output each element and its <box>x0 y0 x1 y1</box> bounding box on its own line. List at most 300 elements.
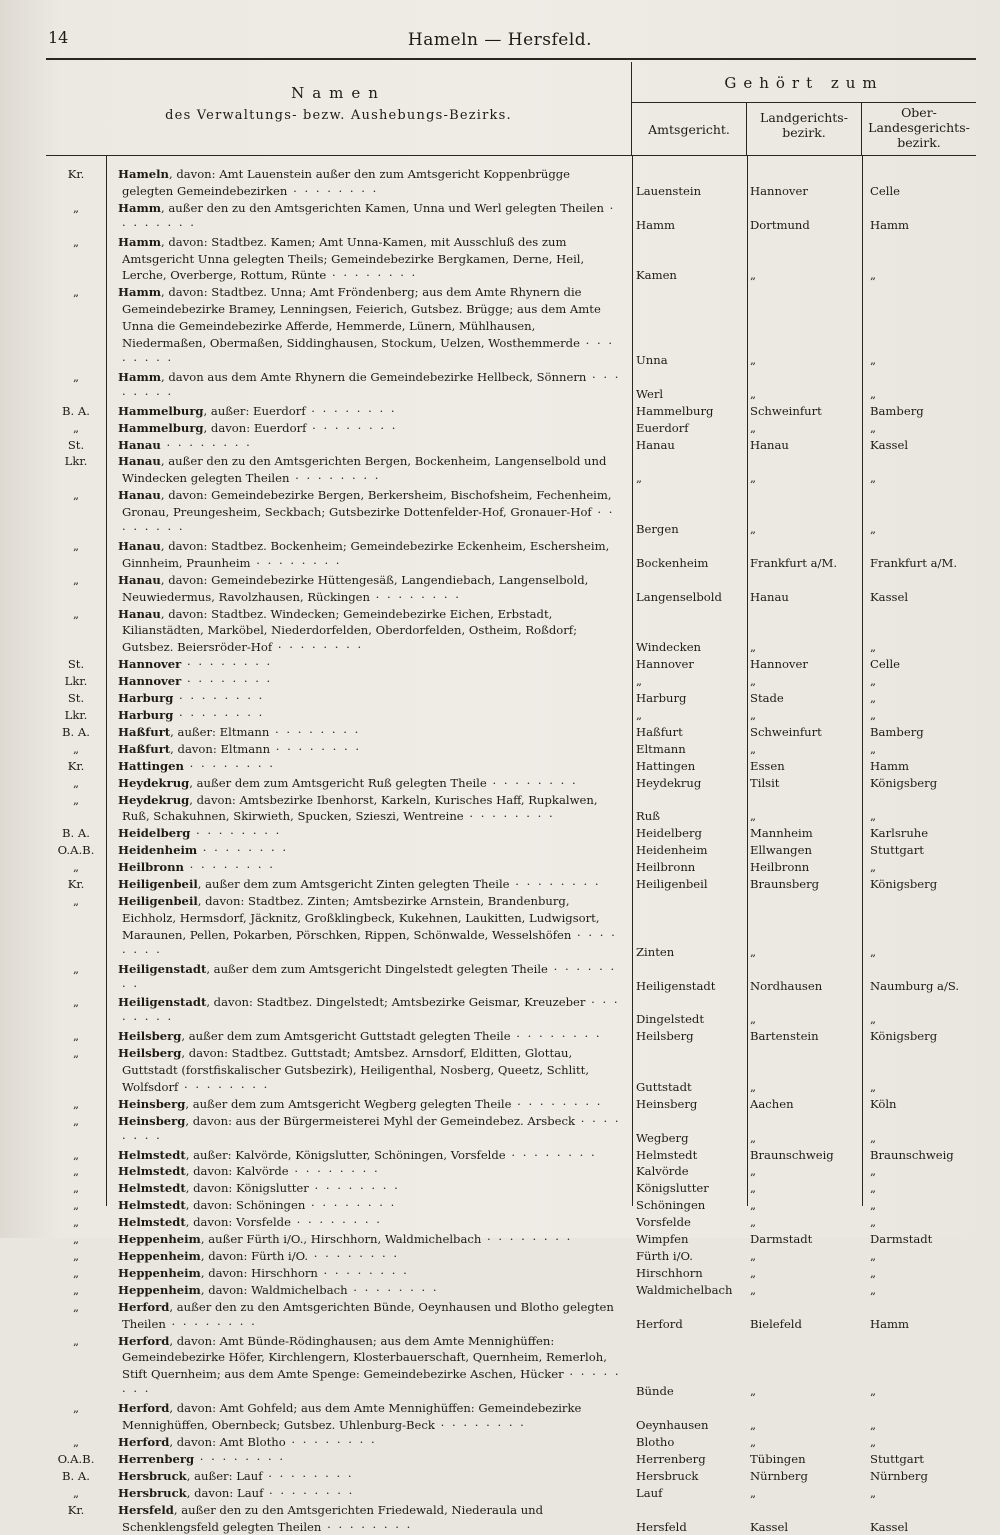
oberlandesgericht-cell: „ <box>870 1384 877 1399</box>
table-row <box>0 200 1000 234</box>
district-name: Hannover <box>118 657 182 672</box>
district-description: , davon: Stadtbez. Windecken; Gemeindebezirke Eichen, Erbstadt, Kilianstädten, Marköbel, Niederdorfelden, Oberdorfelden, Ostheim, Roßdorf; Gutsbez. Beiersröder-Hof <box>122 606 577 655</box>
district-type: „ <box>72 200 79 215</box>
amtsgericht-cell: Herrenberg <box>636 1451 706 1466</box>
district-description: , davon: Stadtbez. Unna; Amt Fröndenberg; aus dem Amte Rhynern die Gemeindebezirke Bramey, Lenningsen, Feierich, Gutsbez. Brügge; aus dem Amte Unna die Gemeindebezirke Afferde, Hemmerde, Lünern, Mühlhausen, Niedermaßen, Obermaßen, Siddinghausen, Stockum, Uelzen, Wosthemmerde <box>122 285 601 351</box>
district-description: , davon: Gemeindebezirke Bergen, Berkersheim, Bischofsheim, Fechenheim, Gronau, Preungesheim, Seckbach; Gutsbezirke Dottenfelder-Hof, Gronauer-Hof <box>122 488 612 520</box>
oberlandesgericht-cell: Naumburg a/S. <box>870 978 960 993</box>
district-name: Helmstedt <box>118 1164 186 1179</box>
district-type: St. <box>67 691 85 706</box>
landgericht-cell: „ <box>750 1265 757 1280</box>
landgericht-cell: Braunsberg <box>750 877 820 892</box>
landgericht-cell: Bielefeld <box>750 1316 802 1331</box>
table-row <box>0 673 1000 690</box>
oberlandesgericht-cell: Kassel <box>870 589 909 604</box>
col-header-oberlandesgericht: Ober-Landesgerichts-bezirk. <box>868 105 970 150</box>
oberlandesgericht-cell: Karlsruhe <box>870 826 929 841</box>
oberlandesgericht-cell: „ <box>870 1198 877 1213</box>
district-type: „ <box>72 1198 79 1213</box>
district-type: St. <box>67 657 85 672</box>
table-row <box>0 487 1000 538</box>
leader-dots: · · · · · · · · <box>197 843 289 858</box>
amtsgericht-cell: Heiligenbeil <box>636 877 708 892</box>
leader-dots: · · · · · · · · <box>178 1079 270 1094</box>
leader-dots: · · · · · · · · <box>486 775 578 790</box>
leader-dots: · · · · · · · · <box>505 1147 597 1162</box>
table-row <box>0 572 1000 606</box>
leader-dots: · · · · · · · · <box>317 1265 409 1280</box>
table-row <box>0 234 1000 285</box>
table-row <box>0 792 1000 826</box>
amtsgericht-cell: Hersbruck <box>636 1468 699 1483</box>
oberlandesgericht-cell: „ <box>870 471 877 486</box>
district-description: , davon: Stadtbez. Dingelstedt; Amtsbezirke Geismar, Kreuzeber <box>206 995 586 1010</box>
table-row <box>0 606 1000 657</box>
amtsgericht-cell: Kamen <box>636 268 677 283</box>
court-cells <box>0 842 1000 859</box>
leader-dots: · · · · · · · · <box>509 877 601 892</box>
district-type: „ <box>72 606 79 621</box>
district-description: , außer den zu den Amtsgerichten Friedewald, Niederaula und Schenklengsfeld gelegten Theilen <box>122 1502 544 1534</box>
district-type: Kr. <box>67 167 85 181</box>
district-name: Hanau <box>118 606 161 621</box>
table-row <box>0 656 1000 673</box>
court-cells <box>0 808 1000 825</box>
amtsgericht-cell: Hirschhorn <box>636 1265 703 1280</box>
district-type: „ <box>72 1485 79 1500</box>
amtsgericht-cell: Ruß <box>636 809 660 824</box>
leader-dots: · · · · · · · · <box>122 1113 621 1145</box>
district-description: , davon: Amt Blotho <box>169 1434 286 1449</box>
table-row <box>0 1180 1000 1197</box>
table-row <box>0 842 1000 859</box>
district-type: „ <box>72 1164 79 1179</box>
table-row <box>0 741 1000 758</box>
amtsgericht-cell: Wegberg <box>636 1130 689 1145</box>
oberlandesgericht-cell: „ <box>870 1079 877 1094</box>
court-cells <box>0 1147 1000 1164</box>
district-name: Herford <box>118 1333 170 1348</box>
district-type: „ <box>72 1333 79 1348</box>
leader-dots: · · · · · · · · <box>305 1198 397 1213</box>
district-type: „ <box>72 1046 79 1061</box>
district-name: Heydekrug <box>118 775 190 790</box>
table-row <box>0 369 1000 403</box>
court-cells <box>0 859 1000 876</box>
leader-dots: · · · · · · · · <box>369 589 461 604</box>
court-cells <box>0 521 1000 538</box>
landgericht-cell: Nürnberg <box>750 1468 808 1483</box>
amtsgericht-cell: Heilsberg <box>636 1029 694 1044</box>
table-row <box>0 1468 1000 1485</box>
district-name: Hannover <box>118 674 182 689</box>
district-type: „ <box>72 538 79 553</box>
amtsgericht-cell: Guttstadt <box>636 1079 692 1094</box>
leader-dots: · · · · · · · · <box>181 657 273 672</box>
district-name: Hersbruck <box>118 1485 187 1500</box>
landgericht-cell: „ <box>750 1384 757 1399</box>
district-name: Heppenheim <box>118 1249 201 1263</box>
district-name: Heppenheim <box>118 1265 201 1280</box>
oberlandesgericht-cell: „ <box>870 944 877 959</box>
col-header-amtsgericht: Amtsgericht. <box>632 102 747 155</box>
leader-dots: · · · · · · · · <box>190 826 282 841</box>
leader-dots: · · · · · · · · <box>326 268 418 283</box>
amtsgericht-cell: Langenselbold <box>636 589 722 604</box>
district-description: , außer Fürth i/O., Hirschhorn, Waldmichelbach <box>200 1232 482 1247</box>
table-row <box>0 1248 1000 1265</box>
oberlandesgericht-cell: Celle <box>870 657 901 672</box>
district-description: , davon: Hirschhorn <box>200 1265 318 1280</box>
court-cells <box>0 183 1000 200</box>
court-cells <box>0 386 1000 403</box>
district-type: „ <box>72 1113 79 1128</box>
oberlandesgericht-cell: Celle <box>870 183 901 198</box>
court-cells <box>0 1265 1000 1282</box>
landgericht-cell: „ <box>750 1418 757 1433</box>
court-cells <box>0 470 1000 487</box>
district-description: , außer dem zum Amtsgericht Zinten gelegten Theile <box>197 877 510 892</box>
table-row <box>0 1265 1000 1282</box>
district-name: Heiligenbeil <box>118 877 198 892</box>
table-row <box>0 1197 1000 1214</box>
landgericht-cell: Aachen <box>750 1096 794 1111</box>
district-type: O.A.B. <box>57 1451 95 1466</box>
district-type: „ <box>72 1029 79 1044</box>
district-description: , außer: Kalvörde, Königslutter, Schöningen, Vorsfelde <box>185 1147 506 1162</box>
district-name: Hersfeld <box>118 1502 174 1517</box>
oberlandesgericht-cell: „ <box>870 860 877 875</box>
table-row <box>0 437 1000 454</box>
district-name: Heidelberg <box>118 826 191 841</box>
landgericht-cell: „ <box>750 1434 757 1449</box>
district-name: Heiligenstadt <box>118 995 207 1010</box>
district-description: , außer den zu den Amtsgerichten Bünde, Oeynhausen und Blotho gelegten Theilen <box>122 1299 614 1331</box>
leader-dots: · · · · · · · · <box>122 369 621 401</box>
district-description: , davon: Gemeindebezirke Hüttengesäß, Langendiebach, Langenselbold, Neuwiedermus, Ravolzhausen, Rückingen <box>122 572 589 604</box>
amtsgericht-cell: Hamm <box>636 217 676 232</box>
table-row <box>0 538 1000 572</box>
leader-dots: · · · · · · · · <box>288 1164 380 1179</box>
running-head: Hameln — Hersfeld. <box>407 30 593 50</box>
leader-dots: · · · · · · · · <box>308 1249 400 1263</box>
amtsgericht-cell: Bergen <box>636 522 679 537</box>
leader-dots: · · · · · · · · <box>122 995 620 1027</box>
landgericht-cell: „ <box>750 268 757 283</box>
leader-dots: · · · · · · · · <box>122 505 615 537</box>
district-name: Harburg <box>118 708 174 722</box>
district-name: Heiligenbeil <box>118 893 198 908</box>
landgericht-cell: „ <box>750 640 757 655</box>
district-name: Hamm <box>118 234 162 249</box>
amtsgericht-cell: Herford <box>636 1316 683 1331</box>
oberlandesgericht-cell: Nürnberg <box>870 1468 928 1483</box>
oberlandesgericht-cell: Bamberg <box>870 724 924 739</box>
district-description: , davon: Stadtbez. Kamen; Amt Unna-Kamen, mit Ausschluß des zum Amtsgericht Unna gelegten Theils; Gemeindebezirke Bergkamen, Derne, Heil, Lerche, Overberge, Rottum, Rünte <box>122 234 585 283</box>
table-row <box>0 1299 1000 1333</box>
group-title: Gehört zum <box>724 74 884 92</box>
table-row <box>0 420 1000 437</box>
district-name: Helmstedt <box>118 1215 186 1230</box>
oberlandesgericht-cell: Königsberg <box>870 1029 938 1044</box>
table-row <box>0 893 1000 961</box>
oberlandesgericht-cell: Hamm <box>870 217 910 232</box>
district-description: , außer: Euerdorf <box>203 403 306 418</box>
district-description: , davon: Stadtbez. Zinten; Amtsbezirke Arnstein, Brandenburg, Eichholz, Hermsdorf, Jäcknitz, Großklingbeck, Kukehnen, Laukitten, Ludwigsort, Maraunen, Pellen, Pokarben, Pörschken, Rippen, Schönwalde, Wesselshöfen <box>122 893 600 942</box>
district-description: , davon: Eltmann <box>170 741 271 756</box>
court-cells <box>0 775 1000 792</box>
district-type: „ <box>72 572 79 587</box>
oberlandesgericht-cell: „ <box>870 1164 877 1179</box>
court-cells <box>0 741 1000 758</box>
amtsgericht-cell: Harburg <box>636 691 687 706</box>
leader-dots: · · · · · · · · <box>347 1282 439 1297</box>
header-rule <box>46 58 976 60</box>
names-subtitle: des Verwaltungs- bezw. Aushebungs-Bezirks. <box>165 108 512 123</box>
district-description: , außer dem zum Amtsgericht Wegberg gelegten Theile <box>185 1096 512 1111</box>
district-name: Heilsberg <box>118 1029 182 1044</box>
district-type: O.A.B. <box>57 843 95 858</box>
district-type: B. A. <box>62 403 90 418</box>
amtsgericht-cell: Lauf <box>636 1485 663 1500</box>
district-name: Hamm <box>118 285 162 300</box>
landgericht-cell: „ <box>750 1130 757 1145</box>
landgericht-cell: Frankfurt a/M. <box>750 555 838 570</box>
oberlandesgericht-cell: „ <box>870 268 877 283</box>
landgericht-cell: „ <box>750 420 757 435</box>
amtsgericht-cell: Königslutter <box>636 1181 709 1196</box>
oberlandesgericht-cell: „ <box>870 1215 877 1230</box>
header-names-column <box>46 62 632 156</box>
district-name: Hammelburg <box>118 403 204 418</box>
oberlandesgericht-cell: „ <box>870 1012 877 1027</box>
district-type: „ <box>72 234 79 249</box>
oberlandesgericht-cell: Königsberg <box>870 877 938 892</box>
table-row <box>0 1113 1000 1147</box>
district-type: B. A. <box>62 724 90 739</box>
court-cells <box>0 1079 1000 1096</box>
oberlandesgericht-cell: „ <box>870 420 877 435</box>
court-cells <box>0 1214 1000 1231</box>
table-row <box>0 825 1000 842</box>
district-name: Heilsberg <box>118 1046 182 1061</box>
oberlandesgericht-cell: „ <box>870 1434 877 1449</box>
table-row <box>0 758 1000 775</box>
district-description: , außer dem zum Amtsgericht Guttstadt gelegten Theile <box>181 1029 511 1044</box>
table-row <box>0 1333 1000 1401</box>
leader-dots: · · · · · · · · <box>122 1367 621 1399</box>
court-cells <box>0 420 1000 437</box>
district-name: Hamm <box>118 369 162 384</box>
landgericht-cell: „ <box>750 522 757 537</box>
landgericht-cell: Dortmund <box>750 217 810 232</box>
table-row <box>0 403 1000 420</box>
landgericht-cell: Bartenstein <box>750 1029 819 1044</box>
leader-dots: · · · · · · · · <box>183 860 275 875</box>
landgericht-cell: Darmstadt <box>750 1232 813 1247</box>
table-row <box>0 1282 1000 1299</box>
table-row <box>0 724 1000 741</box>
district-name: Heidenheim <box>118 843 198 858</box>
table-body <box>0 166 1000 1535</box>
district-description: , außer dem zum Amtsgericht Dingelstedt gelegten Theile <box>206 961 548 976</box>
district-description: , davon: Lauf <box>186 1485 264 1500</box>
amtsgericht-cell: Hannover <box>636 657 694 672</box>
oberlandesgericht-cell: „ <box>870 674 877 689</box>
court-cells <box>0 1519 1000 1535</box>
leader-dots: · · · · · · · · <box>306 420 398 435</box>
district-name: Heinsberg <box>118 1096 186 1111</box>
court-cells <box>0 1485 1000 1502</box>
landgericht-cell: Kassel <box>750 1519 789 1534</box>
amtsgericht-cell: Fürth i/O. <box>636 1249 693 1264</box>
district-name: Herford <box>118 1299 170 1314</box>
oberlandesgericht-cell: „ <box>870 741 877 756</box>
district-name: Hattingen <box>118 758 184 773</box>
court-cells <box>0 707 1000 724</box>
district-type: Lkr. <box>64 674 88 689</box>
district-name: Herrenberg <box>118 1451 195 1466</box>
district-type: „ <box>72 1181 79 1196</box>
oberlandesgericht-cell: „ <box>870 708 877 723</box>
amtsgericht-cell: Wimpfen <box>636 1232 689 1247</box>
court-cells <box>0 825 1000 842</box>
amtsgericht-cell: Oeynhausen <box>636 1418 709 1433</box>
district-name: Helmstedt <box>118 1147 186 1162</box>
amtsgericht-cell: Vorsfelde <box>636 1215 691 1230</box>
district-type: „ <box>72 369 79 384</box>
amtsgericht-cell: „ <box>636 708 643 723</box>
district-name: Haßfurt <box>118 724 171 739</box>
leader-dots: · · · · · · · · <box>272 640 364 655</box>
landgericht-cell: Hannover <box>750 657 808 672</box>
amtsgericht-cell: Helmstedt <box>636 1147 698 1162</box>
table-row <box>0 1163 1000 1180</box>
table-row <box>0 1147 1000 1164</box>
district-type: Lkr. <box>64 454 88 469</box>
court-cells <box>0 1011 1000 1028</box>
table-row <box>0 1096 1000 1113</box>
landgericht-cell: Hanau <box>750 589 789 604</box>
district-description: , davon aus dem Amte Rhynern die Gemeindebezirke Hellbeck, Sönnern <box>161 369 587 384</box>
leader-dots: · · · · · · · · <box>122 200 616 232</box>
district-type: Kr. <box>67 1502 85 1517</box>
amtsgericht-cell: Schöningen <box>636 1198 706 1213</box>
table-row <box>0 166 1000 200</box>
leader-dots: · · · · · · · · <box>285 1434 377 1449</box>
landgericht-cell: „ <box>750 1181 757 1196</box>
oberlandesgericht-cell: „ <box>870 640 877 655</box>
col-header-landgericht: Landgerichts-bezirk. <box>747 102 862 155</box>
court-cells <box>0 1451 1000 1468</box>
landgericht-cell: „ <box>750 741 757 756</box>
district-description: , davon: Kalvörde <box>185 1164 289 1179</box>
leader-dots: · · · · · · · · <box>287 183 379 198</box>
amtsgericht-cell: Heidelberg <box>636 826 702 841</box>
oberlandesgericht-cell: „ <box>870 1130 877 1145</box>
district-type: „ <box>72 741 79 756</box>
landgericht-cell: „ <box>750 1215 757 1230</box>
landgericht-cell: „ <box>750 1012 757 1027</box>
oberlandesgericht-cell: „ <box>870 1485 877 1500</box>
amtsgericht-cell: Heilbronn <box>636 860 696 875</box>
district-name: Hammelburg <box>118 420 204 435</box>
amtsgericht-cell: Werl <box>636 386 664 401</box>
landgericht-cell: „ <box>750 352 757 367</box>
oberlandesgericht-cell: „ <box>870 691 877 706</box>
oberlandesgericht-cell: Kassel <box>870 1519 909 1534</box>
district-name: Haßfurt <box>118 741 171 756</box>
landgericht-cell: Hanau <box>750 437 789 452</box>
district-description: , davon: Waldmichelbach <box>200 1282 348 1297</box>
district-type: B. A. <box>62 826 90 841</box>
oberlandesgericht-cell: Stuttgart <box>870 1451 924 1466</box>
leader-dots: · · · · · · · · <box>160 437 252 452</box>
district-description: , davon: Amtsbezirke Ibenhorst, Karkeln, Kurisches Haff, Rupkalwen, Ruß, Schakuhnen, Skirwieth, Spucken, Szieszi, Wentreine <box>122 792 598 824</box>
court-cells <box>0 690 1000 707</box>
amtsgericht-cell: Eltmann <box>636 741 686 756</box>
table-row <box>0 707 1000 724</box>
oberlandesgericht-cell: „ <box>870 1282 877 1297</box>
district-name: Heppenheim <box>118 1232 201 1247</box>
leader-dots: · · · · · · · · <box>194 1451 286 1466</box>
court-cells <box>0 656 1000 673</box>
leader-dots: · · · · · · · · <box>122 336 615 367</box>
district-description: , davon: Stadtbez. Bockenheim; Gemeindebezirke Eckenheim, Eschersheim, Ginnheim, Praunheim <box>122 538 610 570</box>
landgericht-cell: „ <box>750 674 757 689</box>
table-row <box>0 859 1000 876</box>
landgericht-cell: Schweinfurt <box>750 724 822 739</box>
landgericht-cell: „ <box>750 386 757 401</box>
court-cells <box>0 1282 1000 1299</box>
table-row <box>0 1231 1000 1248</box>
court-cells <box>0 673 1000 690</box>
leader-dots: · · · · · · · · <box>183 758 275 773</box>
leader-dots: · · · · · · · · <box>269 724 361 739</box>
oberlandesgericht-cell: „ <box>870 1249 877 1264</box>
names-title: Namen <box>291 84 386 102</box>
amtsgericht-cell: Waldmichelbach <box>636 1282 733 1297</box>
table-row <box>0 961 1000 995</box>
landgericht-cell: Mannheim <box>750 826 813 841</box>
district-type: Kr. <box>67 758 85 773</box>
court-cells <box>0 217 1000 234</box>
court-cells <box>0 1231 1000 1248</box>
landgericht-cell: Hannover <box>750 183 808 198</box>
court-cells <box>0 1197 1000 1214</box>
district-type: Lkr. <box>64 708 88 722</box>
court-cells <box>0 1248 1000 1265</box>
district-name: Herford <box>118 1434 170 1449</box>
header-court-columns <box>632 62 976 156</box>
leader-dots: · · · · · · · · <box>165 1316 257 1331</box>
landgericht-cell: Braunschweig <box>750 1147 834 1162</box>
oberlandesgericht-cell: Braunschweig <box>870 1147 954 1162</box>
district-type: „ <box>72 1299 79 1314</box>
oberlandesgericht-cell: Königsberg <box>870 775 938 790</box>
amtsgericht-cell: „ <box>636 471 643 486</box>
district-description: , davon: aus der Bürgermeisterei Myhl der Gemeindebez. Arsbeck <box>185 1113 576 1128</box>
district-name: Helmstedt <box>118 1181 186 1196</box>
court-cells <box>0 267 1000 284</box>
table-row <box>0 690 1000 707</box>
leader-dots: · · · · · · · · <box>511 1096 603 1111</box>
court-cells <box>0 403 1000 420</box>
oberlandesgericht-cell: „ <box>870 1181 877 1196</box>
table-row <box>0 994 1000 1028</box>
amtsgericht-cell: Blotho <box>636 1434 675 1449</box>
oberlandesgericht-cell: „ <box>870 386 877 401</box>
